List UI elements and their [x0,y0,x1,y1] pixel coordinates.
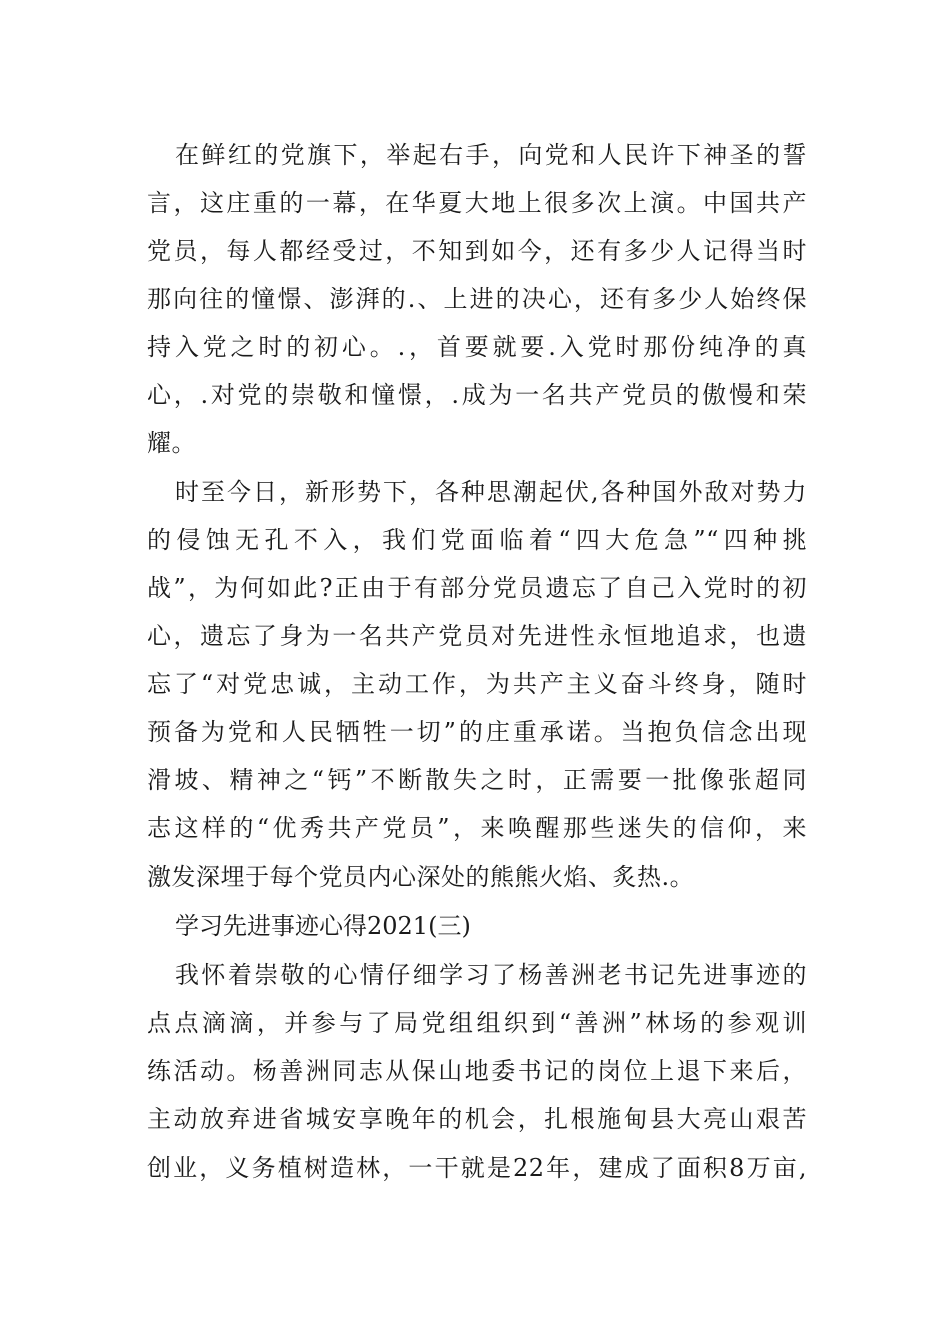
paragraph-3-line-4: 主动放弃进省城安享晚年的机会，扎根施甸县大亮山艰苦 [147,1105,807,1133]
section-heading: 学习先进事迹心得2021(三) [175,912,471,940]
paragraph-2-line-4: 心，遗忘了身为一名共产党员对先进性永恒地追求，也遗 [147,622,807,650]
paragraph-1-line-4: 那向往的憧憬、澎湃的.、上进的决心，还有多少人始终保 [147,285,807,313]
paragraph-1-line-2: 言，这庄重的一幕，在华夏大地上很多次上演。中国共产 [147,189,807,217]
paragraph-1-line-1: 在鲜红的党旗下，举起右手，向党和人民许下神圣的誓 [175,141,807,169]
paragraph-2-line-6: 预备为党和人民牺牲一切”的庄重承诺。当抱负信念出现 [147,718,807,746]
paragraph-2-line-3: 战”，为何如此?正由于有部分党员遗忘了自己入党时的初 [147,574,807,602]
paragraph-3-line-2: 点点滴滴，并参与了局党组组织到“善洲”林场的参观训 [147,1009,807,1037]
paragraph-1-line-7: 耀。 [147,429,196,457]
paragraph-3-line-5: 创业，义务植树造林，一干就是22年，建成了面积8万亩, [147,1154,807,1182]
paragraph-2-line-5: 忘了“对党忠诚，主动工作，为共产主义奋斗终身，随时 [147,670,807,698]
paragraph-3-line-3: 练活动。杨善洲同志从保山地委书记的岗位上退下来后， [147,1057,807,1085]
paragraph-3-line-1: 我怀着崇敬的心情仔细学习了杨善洲老书记先进事迹的 [175,961,807,989]
paragraph-1-line-3: 党员，每人都经受过，不知到如今，还有多少人记得当时 [147,237,807,265]
paragraph-1-line-6: 心，.对党的崇敬和憧憬，.成为一名共产党员的傲慢和荣 [147,381,807,409]
paragraph-2-line-9: 激发深埋于每个党员内心深处的熊熊火焰、炙热.。 [147,863,695,891]
paragraph-2-line-2: 的侵蚀无孔不入，我们党面临着“四大危急”“四种挑 [147,526,807,554]
paragraph-2-line-8: 志这样的“优秀共产党员”，来唤醒那些迷失的信仰，来 [147,814,807,842]
paragraph-2-line-1: 时至今日，新形势下，各种思潮起伏,各种国外敌对势力 [175,478,807,506]
paragraph-2-line-7: 滑坡、精神之“钙”不断散失之时，正需要一批像张超同 [147,766,807,794]
paragraph-1-line-5: 持入党之时的初心。.，首要就要.入党时那份纯净的真 [147,333,807,361]
